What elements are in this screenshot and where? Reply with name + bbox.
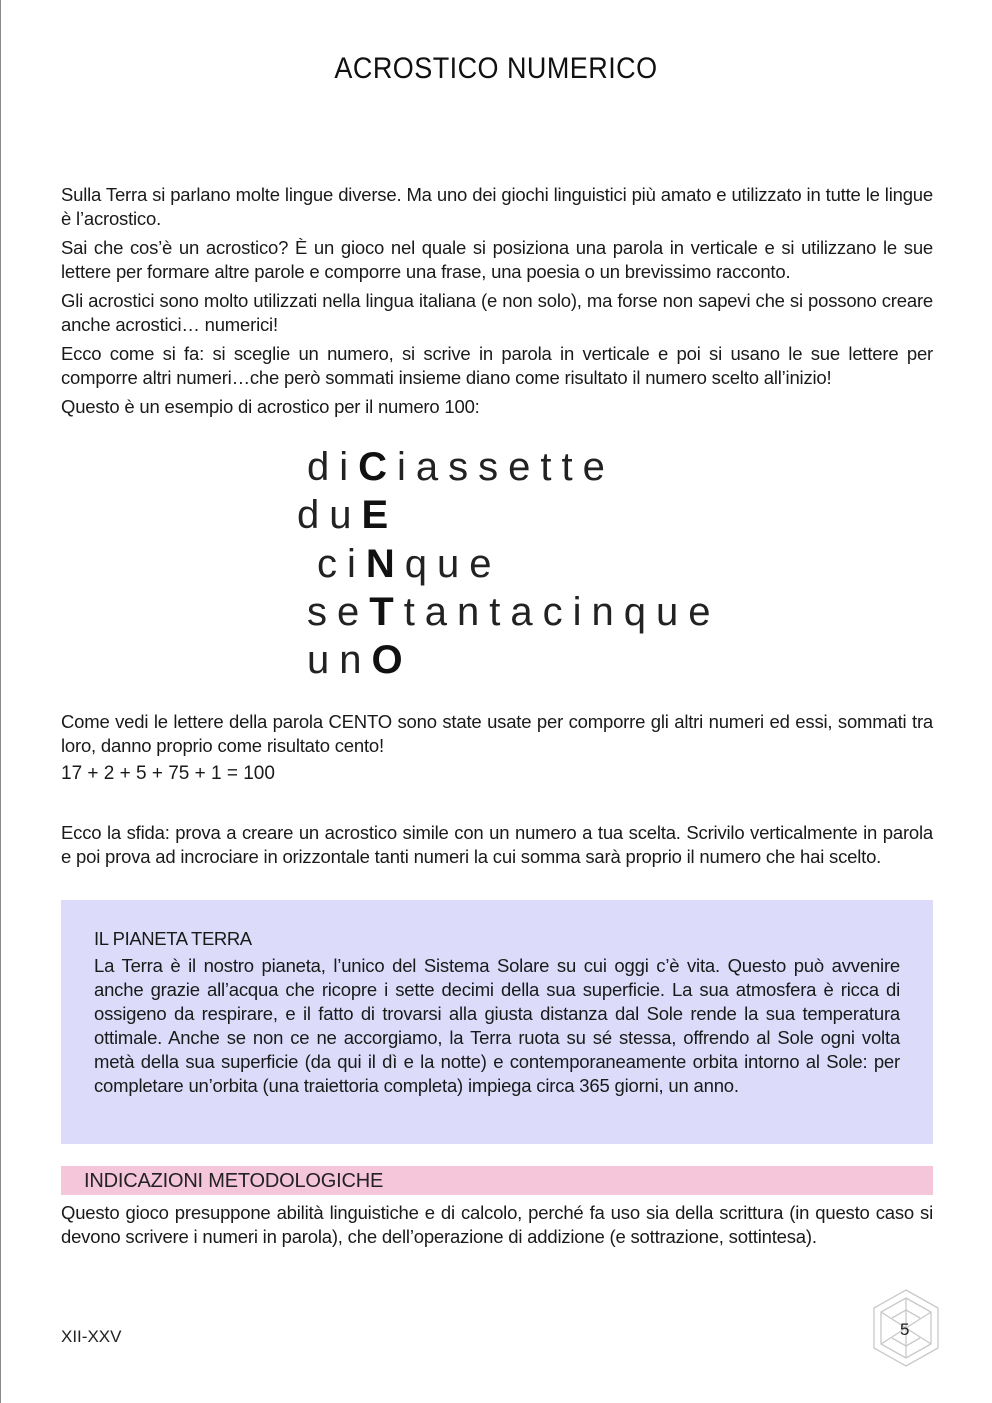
intro-paragraph-3: Gli acrostici sono molto utilizzati nella lingua italiana (e non solo), ma forse non sapevi che si possono creare anche acrostici… numerici! (61, 290, 933, 335)
acrostic-suffix: que (404, 542, 502, 586)
acrostic-key-letter: O (371, 638, 413, 682)
intro-paragraph-4: Ecco come si fa: si sceglie un numero, si scrive in parola in verticale e poi si usano le sue lettere per comporre altri numeri…che però sommati insieme diano come risultato il numero scelto all’inizio! (61, 343, 933, 388)
acrostic-key-letter: E (361, 493, 399, 537)
acrostic-prefix: un (307, 638, 372, 682)
acrostic-key-letter: N (365, 542, 405, 586)
acrostic-example (0, 445, 992, 695)
equation: 17 + 2 + 5 + 75 + 1 = 100 (61, 763, 275, 784)
acrostic-suffix: iassette (397, 445, 615, 489)
acrostic-prefix: se (307, 590, 370, 634)
page-edge (0, 0, 1, 1403)
acrostic-prefix: ci (317, 542, 366, 586)
challenge-text: Ecco la sfida: prova a creare un acrostico simile con un numero a tua scelta. Scrivilo verticalmente in parola e poi prova ad incrociare in orizzontale tanti numeri la cui somma sarà proprio il numero che hai scelto. (61, 822, 933, 867)
explanation-text: Come vedi le lettere della parola CENTO sono state usate per comporre gli altri numeri ed essi, sommati tra loro, danno proprio come risultato cento! (61, 711, 933, 756)
acrostic-row-o (307, 638, 413, 683)
info-box (61, 900, 933, 1144)
method-text: Questo gioco presuppone abilità linguistiche e di calcolo, perché fa uso sia della scrittura (in questo caso si devono scrivere i numeri in parola), che dell’operazione di addizione (e sottrazione, sottintesa). (61, 1202, 933, 1247)
acrostic-suffix: tantacinque (403, 590, 721, 634)
acrostic-prefix: di (307, 445, 359, 489)
acrostic-row-e (297, 493, 398, 538)
acrostic-key-letter: C (358, 445, 398, 489)
acrostic-prefix: du (297, 493, 362, 537)
intro-paragraph-2: Sai che cos’è un acrostico? È un gioco nel quale si posiziona una parola in verticale e si utilizzano le sue lettere per formare altre parole e comporre una frase, una poesia o un brevissimo racconto. (61, 237, 933, 282)
acrostic-key-letter: T (369, 590, 404, 634)
info-box-title: IL PIANETA TERRA (94, 928, 252, 949)
page-title: ACROSTICO NUMERICO (334, 52, 658, 85)
intro-text (61, 183, 933, 424)
method-header-bar (61, 1166, 933, 1195)
acrostic-row-c (307, 445, 615, 490)
info-box-text: La Terra è il nostro pianeta, l’unico del Sistema Solare su cui oggi c’è vita. Questo può avvenire anche grazie all’acqua che ricopre i sette decimi della sua superficie. La sua atmosfera è ricca di ossigeno da respirare, e il fatto di trovarsi alla giusta distanza dal Sole rende la sua temperatura ottimale. Anche se non ce ne accorgiamo, la Terra ruota su sé stessa, offrendo al Sole ogni volta metà della sua superficie (da qui il dì e la notte) e contemporaneamente orbita intorno al Sole: per completare un’orbita (una traiettoria completa) impiega circa 365 giorni, un anno. (94, 955, 900, 1096)
acrostic-row-n (317, 542, 502, 587)
acrostic-row-t (307, 590, 721, 635)
intro-paragraph-1: Sulla Terra si parlano molte lingue diverse. Ma uno dei giochi linguistici più amato e utilizzato in tutte le lingue è l’acrostico. (61, 184, 933, 229)
intro-paragraph-5: Questo è un esempio di acrostico per il numero 100: (61, 396, 480, 417)
footer-code: XII-XXV (61, 1327, 122, 1346)
page-number: 5 (900, 1320, 910, 1339)
method-title: INDICAZIONI METODOLOGICHE (84, 1170, 384, 1192)
